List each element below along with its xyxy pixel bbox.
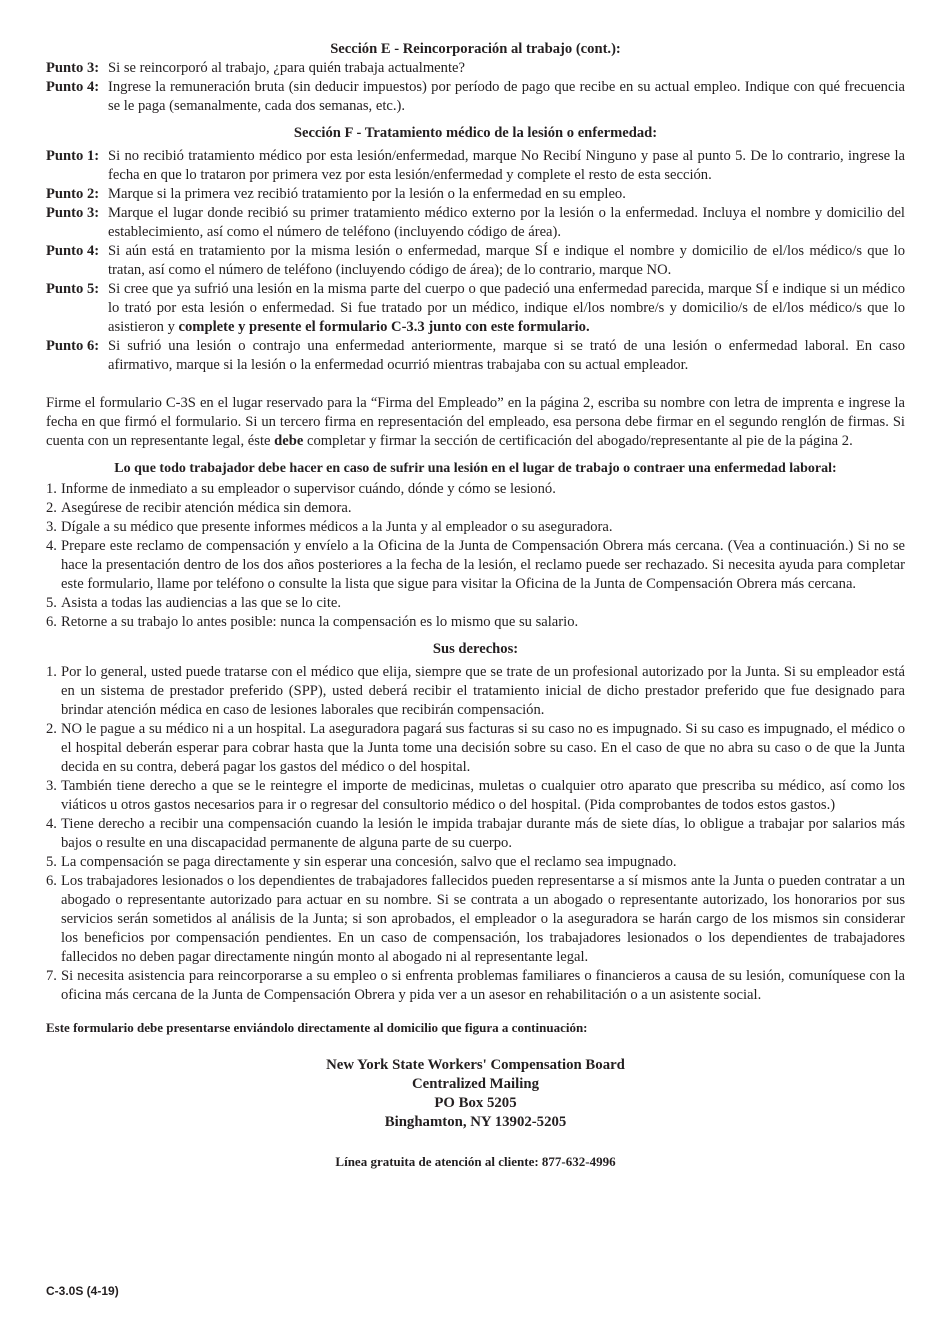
list-number: 4. [46, 816, 57, 832]
item-text-plain: Si cree que ya sufrió una lesión en la misma parte del cuerpo o que padeció una enfermedad parecida, marque SÍ e indique si un médico lo trató por esta lesión o enfermedad. Si fue tratado por un médico, indique el/los nombre/s y domicilio/s de el/los médico/s que lo asistieron y [108, 281, 905, 335]
section-f-heading: Sección F - Tratamiento médico de la lesión o enfermedad: [293, 125, 658, 141]
item-text: Si sufrió una lesión o contrajo una enfermedad anteriormente, marque si se trató de una lesión o enfermedad laboral. En caso afirmativo, marque si la lesión o la enfermedad ocurrió mientras trabajaba con su actual empleador. [108, 338, 905, 373]
section-f-items [46, 147, 905, 375]
list-text: Informe de inmediato a su empleador o supervisor cuándo, dónde y cómo se lesionó. [61, 481, 556, 497]
form-page [46, 40, 905, 1171]
list-text: Prepare este reclamo de compensación y envíelo a la Oficina de la Junta de Compensación Obrera más cercana. (Vea a continuación.) Si no se hace la presentación dentro de los dos años posteriores a la fecha de la lesión, el reclamo puede ser rechazado. Si necesita ayuda para completar este formulario, llame por teléfono o consulte la lista que sigue para visitar la Oficina de la Junta de Compensación Obrera más cercana. [61, 538, 905, 592]
list-text: Dígale a su médico que presente informes médicos a la Junta y al empleador o su aseguradora. [61, 519, 613, 535]
customer-hotline: Línea gratuita de atención al cliente: 877-632-4996 [335, 1154, 616, 1169]
list-item [46, 853, 905, 872]
item-text [108, 280, 905, 337]
form-number: C-3.0S (4-19) [46, 1284, 119, 1298]
list-text: Asegúrese de recibir atención médica sin demora. [61, 500, 352, 516]
signature-text-2: completar y firmar la sección de certificación del abogado/representante al pie de la página 2. [303, 433, 853, 449]
item-text-bold: complete y presente el formulario C-3.3 junto con este formulario. [178, 319, 590, 335]
item-text: Si se reincorporó al trabajo, ¿para quién trabaja actualmente? [108, 60, 465, 76]
item-label: Punto 4: [46, 79, 100, 95]
list-number: 1. [46, 481, 57, 497]
section-f-item [46, 280, 905, 337]
signature-text-bold: debe [274, 433, 304, 449]
list-item [46, 872, 905, 967]
list-item [46, 480, 905, 499]
item-label: Punto 3: [46, 205, 100, 221]
section-e-items [46, 59, 905, 116]
item-label: Punto 2: [46, 186, 100, 202]
list-text: La compensación se paga directamente y sin esperar una concesión, salvo que el reclamo sea impugnado. [61, 854, 677, 870]
item-label: Punto 5: [46, 281, 100, 297]
item-text: Ingrese la remuneración bruta (sin deducir impuestos) por período de pago que recibe en su actual empleo. Indique con qué frecuencia se le paga (semanalmente, cada dos semanas, etc.). [108, 79, 905, 114]
address-line: New York State Workers' Compensation Board [326, 1057, 625, 1073]
section-f-item [46, 147, 905, 185]
list-item [46, 967, 905, 1005]
list-number: 5. [46, 595, 57, 611]
address-line: PO Box 5205 [434, 1095, 517, 1111]
list-item [46, 815, 905, 853]
address-line: Centralized Mailing [412, 1076, 539, 1092]
list-item [46, 518, 905, 537]
item-label: Punto 6: [46, 338, 100, 354]
item-text: Marque el lugar donde recibió su primer tratamiento médico externo por la lesión o la enfermedad. Incluya el nombre y domicilio del establecimiento, así como el número de teléfono (incluyendo código de área). [108, 205, 905, 240]
submission-notice: Este formulario debe presentarse enviándolo directamente al domicilio que figura a continuación: [46, 1020, 588, 1035]
list-text: Tiene derecho a recibir una compensación cuando la lesión le impida trabajar durante más de siete días, lo obligue a trabajar por salarios más bajos o resulte en una discapacidad permanente de alguna parte de su cuerpo. [61, 816, 905, 851]
item-text: Si no recibió tratamiento médico por esta lesión/enfermedad, marque No Recibí Ninguno y pase al punto 5. De lo contrario, ingrese la fecha en que lo trataron por primera vez por esta lesión/enfermedad y complete el resto de esta sección. [108, 148, 905, 183]
list-item [46, 720, 905, 777]
item-label: Punto 1: [46, 148, 100, 164]
list-item [46, 537, 905, 594]
list-number: 2. [46, 500, 57, 516]
rights-list [46, 663, 905, 1005]
list-number: 5. [46, 854, 57, 870]
signature-instructions [46, 394, 905, 451]
list-number: 2. [46, 721, 57, 737]
mailing-address [46, 1056, 905, 1132]
what-to-do-list [46, 480, 905, 632]
list-item [46, 594, 905, 613]
section-e-heading: Sección E - Reincorporación al trabajo (cont.): [330, 41, 621, 57]
signature-text-1: Firme el formulario C-3S en el lugar reservado para la “Firma del Empleado” en la página 2, escriba su nombre con letra de imprenta e ingrese la fecha en que firmó el formulario. Si un tercero firma en representación del empleado, esa persona debe firmar en el segundo renglón de firmas. Si cuenta con un representante legal, éste [46, 395, 905, 449]
list-number: 3. [46, 519, 57, 535]
list-number: 3. [46, 778, 57, 794]
section-f-item [46, 204, 905, 242]
address-line: Binghamton, NY 13902-5205 [384, 1114, 567, 1130]
rights-heading: Sus derechos: [432, 641, 519, 657]
list-item [46, 777, 905, 815]
list-text: Asista a todas las audiencias a las que se lo cite. [61, 595, 342, 611]
list-number: 4. [46, 538, 57, 554]
list-number: 1. [46, 664, 57, 680]
list-item [46, 663, 905, 720]
section-e-item [46, 59, 905, 78]
item-text: Si aún está en tratamiento por la misma lesión o enfermedad, marque SÍ e indique el nombre y domicilio de el/los médico/s que lo tratan, así como el número de teléfono (incluyendo código de área); de lo contrario, marque NO. [108, 243, 905, 278]
list-text: Por lo general, usted puede tratarse con el médico que elija, siempre que se trate de un profesional autorizado por la Junta. Si su empleador está en un sistema de prestador preferido (SPP), usted deberá recibir el tratamiento inicial de dicho prestador preferido que fue designado para brindar atención médica en caso de lesiones laborales que recibirán compensación. [61, 664, 905, 718]
list-text: NO le pague a su médico ni a un hospital. La aseguradora pagará sus facturas si su caso no es impugnado. Si su caso es impugnado, el médico o el hospital deberán esperar para cobrar hasta que la Junta tome una decisión sobre su caso. En el caso de que no abra su caso o de que la Junta decida en su contra, deberá pagar los gastos del médico o del hospital. [61, 721, 905, 775]
section-e-item [46, 78, 905, 116]
item-text: Marque si la primera vez recibió tratamiento por la lesión o la enfermedad en su empleo. [108, 186, 626, 202]
item-label: Punto 4: [46, 243, 100, 259]
list-text: Los trabajadores lesionados o los dependientes de trabajadores fallecidos pueden representarse a sí mismos ante la Junta o pueden contratar a un abogado o representante autorizado para actuar en su nombre. Si se contrata a un abogado o representante autorizado, los honorarios por sus servicios serán sometidos al análisis de la Junta; si son aprobados, el empleador o la aseguradora se harán cargo de los mismos sin considerar los beneficios por compensación pendientes. En un caso de compensación, los trabajadores lesionados o los dependientes de trabajadores fallecidos no deben pagar directamente ningún monto al abogado ni al representante legal. [61, 873, 905, 965]
list-text: También tiene derecho a que se le reintegre el importe de medicinas, muletas o cualquier otro aparato que prescriba su médico, así como los viáticos u otros gastos necesarios para ir o regresar del consultorio médico o del hospital. (Pida comprobantes de todos estos gastos.) [61, 778, 905, 813]
section-f-item [46, 185, 905, 204]
section-f-item [46, 242, 905, 280]
what-to-do-heading: Lo que todo trabajador debe hacer en caso de sufrir una lesión en el lugar de trabajo o contraer una enfermedad laboral: [114, 461, 837, 476]
list-number: 7. [46, 968, 57, 984]
list-text: Si necesita asistencia para reincorporarse a su empleo o si enfrenta problemas familiares o financieros a causa de su lesión, comuníquese con la oficina más cercana de la Junta de Compensación Obrera y pida ver a un asesor en rehabilitación o a un asistente social. [61, 968, 905, 1003]
list-item [46, 613, 905, 632]
list-number: 6. [46, 614, 57, 630]
list-number: 6. [46, 873, 57, 889]
section-f-item [46, 337, 905, 375]
item-label: Punto 3: [46, 60, 100, 76]
list-text: Retorne a su trabajo lo antes posible: nunca la compensación es lo mismo que su salario. [61, 614, 579, 630]
list-item [46, 499, 905, 518]
